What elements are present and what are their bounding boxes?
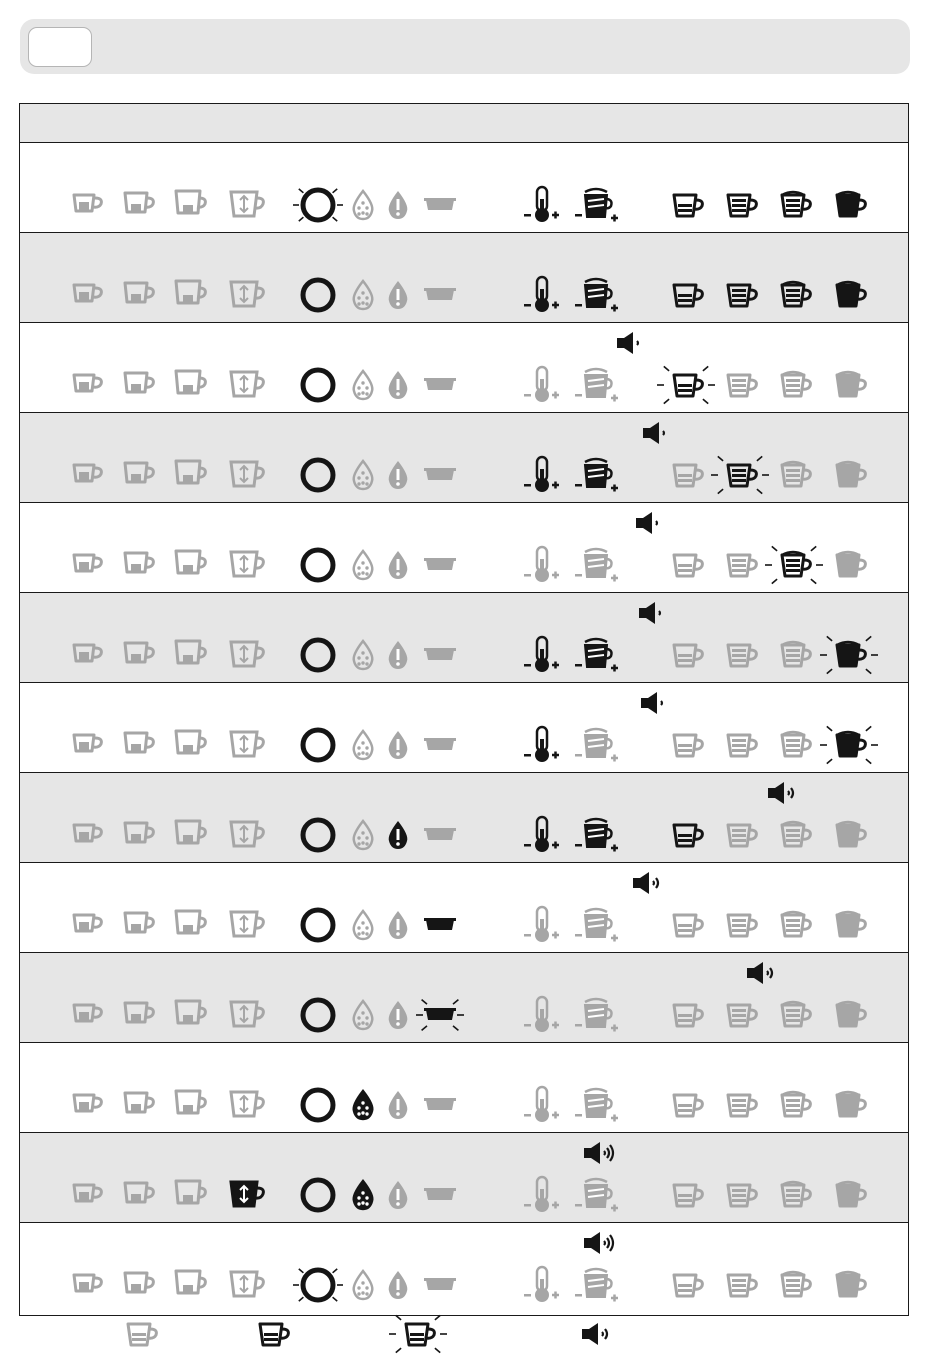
power-ring-icon bbox=[293, 270, 343, 320]
alert-drop-icon bbox=[385, 909, 411, 941]
cup-level-1-icon bbox=[656, 1085, 716, 1125]
large-cup-icon bbox=[172, 368, 212, 402]
drip-tray-icon bbox=[412, 998, 468, 1032]
cup-level-1-icon bbox=[656, 545, 716, 585]
cup-level-1-icon bbox=[656, 905, 716, 945]
descale-drop-icon bbox=[350, 909, 376, 941]
small-cup-icon bbox=[68, 458, 108, 492]
power-ring-icon bbox=[293, 810, 343, 860]
medium-cup-icon bbox=[120, 188, 160, 222]
descale-drop-icon bbox=[350, 1269, 376, 1301]
state-row bbox=[20, 1223, 908, 1313]
temperature-icon bbox=[520, 365, 564, 405]
cup-level-1-icon bbox=[656, 1175, 716, 1215]
alert-drop-icon bbox=[385, 819, 411, 851]
power-ring-icon bbox=[293, 720, 343, 770]
cup-level-2-icon bbox=[710, 545, 770, 585]
cup-level-4-icon bbox=[819, 545, 879, 585]
cup-level-1-icon bbox=[656, 725, 716, 765]
cup-level-4-icon bbox=[819, 1175, 879, 1215]
cup-level-2-icon bbox=[710, 995, 770, 1035]
cup-level-4-icon bbox=[819, 1085, 879, 1125]
medium-cup-icon bbox=[120, 638, 160, 672]
power-ring-icon bbox=[293, 900, 343, 950]
medium-cup-icon bbox=[120, 1088, 160, 1122]
large-cup-icon bbox=[172, 1178, 212, 1212]
mug-size-icon bbox=[227, 188, 267, 222]
indicator-table bbox=[19, 103, 909, 1316]
table-title-row bbox=[20, 104, 908, 143]
strength-icon bbox=[573, 1265, 621, 1305]
small-cup-icon bbox=[68, 1178, 108, 1212]
small-cup-icon bbox=[68, 1268, 108, 1302]
cup-level-3-icon bbox=[764, 1085, 824, 1125]
drip-tray-icon bbox=[412, 818, 468, 852]
temperature-icon bbox=[520, 455, 564, 495]
cup-level-2-icon bbox=[710, 905, 770, 945]
alert-drop-icon bbox=[385, 189, 411, 221]
cup-level-3-icon bbox=[764, 905, 824, 945]
cup-level-3-icon bbox=[764, 455, 824, 495]
cup-level-4-icon bbox=[819, 635, 879, 675]
temperature-icon bbox=[520, 1085, 564, 1125]
strength-icon bbox=[573, 275, 621, 315]
medium-cup-icon bbox=[120, 548, 160, 582]
small-cup-icon bbox=[68, 278, 108, 312]
large-cup-icon bbox=[172, 728, 212, 762]
large-cup-icon bbox=[172, 1268, 212, 1302]
alert-drop-icon bbox=[385, 1269, 411, 1301]
drip-tray-icon bbox=[412, 368, 468, 402]
state-row bbox=[20, 863, 908, 953]
temperature-icon bbox=[520, 995, 564, 1035]
cup-level-4-icon bbox=[819, 1265, 879, 1305]
drip-tray-icon bbox=[412, 188, 468, 222]
state-row bbox=[20, 233, 908, 323]
cup-on-icon bbox=[242, 1314, 302, 1354]
mug-size-icon bbox=[227, 458, 267, 492]
cup-level-2-icon bbox=[710, 185, 770, 225]
cup-level-1-icon bbox=[656, 995, 716, 1035]
mug-size-icon bbox=[227, 728, 267, 762]
cup-level-4-icon bbox=[819, 905, 879, 945]
descale-drop-icon bbox=[350, 279, 376, 311]
mug-size-icon bbox=[227, 638, 267, 672]
medium-cup-icon bbox=[120, 818, 160, 852]
alert-drop-icon bbox=[385, 1179, 411, 1211]
power-ring-icon bbox=[293, 450, 343, 500]
speaker-icon bbox=[581, 1230, 617, 1256]
cup-level-2-icon bbox=[710, 815, 770, 855]
mug-size-icon bbox=[227, 908, 267, 942]
medium-cup-icon bbox=[120, 458, 160, 492]
cup-level-3-icon bbox=[764, 815, 824, 855]
drip-tray-icon bbox=[412, 638, 468, 672]
cup-level-1-icon bbox=[656, 635, 716, 675]
cup-level-1-icon bbox=[656, 185, 716, 225]
temperature-icon bbox=[520, 815, 564, 855]
medium-cup-icon bbox=[120, 368, 160, 402]
small-cup-icon bbox=[68, 998, 108, 1032]
cup-level-4-icon bbox=[819, 995, 879, 1035]
speaker-icon bbox=[744, 960, 780, 986]
page-number-tab bbox=[28, 27, 92, 67]
strength-icon bbox=[573, 545, 621, 585]
speaker-icon bbox=[633, 510, 669, 536]
descale-drop-icon bbox=[350, 459, 376, 491]
state-row bbox=[20, 1133, 908, 1223]
descale-drop-icon bbox=[350, 639, 376, 671]
drip-tray-icon bbox=[412, 1268, 468, 1302]
strength-icon bbox=[573, 1085, 621, 1125]
temperature-icon bbox=[520, 905, 564, 945]
cup-level-1-icon bbox=[656, 365, 716, 405]
large-cup-icon bbox=[172, 818, 212, 852]
cup-level-4-icon bbox=[819, 455, 879, 495]
descale-drop-icon bbox=[350, 549, 376, 581]
small-cup-icon bbox=[68, 818, 108, 852]
speaker-icon bbox=[638, 690, 674, 716]
mug-size-icon bbox=[227, 1178, 267, 1212]
small-cup-icon bbox=[68, 368, 108, 402]
cup-level-2-icon bbox=[710, 1265, 770, 1305]
power-ring-icon bbox=[293, 360, 343, 410]
state-row bbox=[20, 773, 908, 863]
speaker-icon bbox=[640, 420, 676, 446]
mug-size-icon bbox=[227, 278, 267, 312]
strength-icon bbox=[573, 725, 621, 765]
temperature-icon bbox=[520, 1175, 564, 1215]
cup-level-2-icon bbox=[710, 1085, 770, 1125]
drip-tray-icon bbox=[412, 458, 468, 492]
descale-drop-icon bbox=[350, 999, 376, 1031]
speaker-icon bbox=[581, 1140, 617, 1166]
legend-row bbox=[0, 1316, 950, 1364]
speaker-icon bbox=[630, 870, 666, 896]
cup-level-1-icon bbox=[656, 455, 716, 495]
power-ring-icon bbox=[293, 630, 343, 680]
state-row bbox=[20, 323, 908, 413]
strength-icon bbox=[573, 365, 621, 405]
strength-icon bbox=[573, 815, 621, 855]
large-cup-icon bbox=[172, 1088, 212, 1122]
power-ring-icon bbox=[293, 1080, 343, 1130]
temperature-icon bbox=[520, 725, 564, 765]
large-cup-icon bbox=[172, 638, 212, 672]
state-row bbox=[20, 413, 908, 503]
mug-size-icon bbox=[227, 548, 267, 582]
power-ring-icon bbox=[293, 540, 343, 590]
cup-level-2-icon bbox=[710, 635, 770, 675]
small-cup-icon bbox=[68, 638, 108, 672]
cup-level-2-icon bbox=[710, 455, 770, 495]
drip-tray-icon bbox=[412, 728, 468, 762]
cup-level-4-icon bbox=[819, 815, 879, 855]
cup-level-3-icon bbox=[764, 725, 824, 765]
power-ring-icon bbox=[293, 1170, 343, 1220]
temperature-icon bbox=[520, 1265, 564, 1305]
strength-icon bbox=[573, 1175, 621, 1215]
cup-level-4-icon bbox=[819, 365, 879, 405]
state-row bbox=[20, 953, 908, 1043]
cup-level-3-icon bbox=[764, 185, 824, 225]
cup-level-1-icon bbox=[656, 815, 716, 855]
cup-level-2-icon bbox=[710, 725, 770, 765]
speaker-icon bbox=[614, 330, 650, 356]
cup-level-3-icon bbox=[764, 275, 824, 315]
cup-level-3-icon bbox=[764, 1265, 824, 1305]
speaker-icon bbox=[579, 1321, 615, 1347]
cup-level-3-icon bbox=[764, 1175, 824, 1215]
mug-size-icon bbox=[227, 1268, 267, 1302]
cup-level-2-icon bbox=[710, 275, 770, 315]
state-row bbox=[20, 593, 908, 683]
small-cup-icon bbox=[68, 1088, 108, 1122]
power-ring-icon bbox=[293, 1260, 343, 1310]
cup-level-2-icon bbox=[710, 365, 770, 405]
alert-drop-icon bbox=[385, 369, 411, 401]
mug-size-icon bbox=[227, 368, 267, 402]
cup-level-4-icon bbox=[819, 185, 879, 225]
mug-size-icon bbox=[227, 818, 267, 852]
strength-icon bbox=[573, 995, 621, 1035]
alert-drop-icon bbox=[385, 999, 411, 1031]
cup-level-1-icon bbox=[656, 1265, 716, 1305]
state-row bbox=[20, 143, 908, 233]
state-row bbox=[20, 683, 908, 773]
medium-cup-icon bbox=[120, 1268, 160, 1302]
medium-cup-icon bbox=[120, 728, 160, 762]
alert-drop-icon bbox=[385, 279, 411, 311]
large-cup-icon bbox=[172, 278, 212, 312]
cup-level-3-icon bbox=[764, 635, 824, 675]
descale-drop-icon bbox=[350, 1179, 376, 1211]
temperature-icon bbox=[520, 635, 564, 675]
alert-drop-icon bbox=[385, 639, 411, 671]
drip-tray-icon bbox=[412, 278, 468, 312]
medium-cup-icon bbox=[120, 1178, 160, 1212]
strength-icon bbox=[573, 905, 621, 945]
cup-level-3-icon bbox=[764, 995, 824, 1035]
descale-drop-icon bbox=[350, 729, 376, 761]
large-cup-icon bbox=[172, 188, 212, 222]
medium-cup-icon bbox=[120, 278, 160, 312]
cup-level-3-icon bbox=[764, 545, 824, 585]
small-cup-icon bbox=[68, 908, 108, 942]
mug-size-icon bbox=[227, 1088, 267, 1122]
state-row bbox=[20, 503, 908, 593]
mug-size-icon bbox=[227, 998, 267, 1032]
state-row bbox=[20, 1043, 908, 1133]
small-cup-icon bbox=[68, 188, 108, 222]
medium-cup-icon bbox=[120, 998, 160, 1032]
drip-tray-icon bbox=[412, 1178, 468, 1212]
alert-drop-icon bbox=[385, 549, 411, 581]
cup-level-2-icon bbox=[710, 1175, 770, 1215]
descale-drop-icon bbox=[350, 819, 376, 851]
strength-icon bbox=[573, 185, 621, 225]
speaker-icon bbox=[636, 600, 672, 626]
drip-tray-icon bbox=[412, 1088, 468, 1122]
descale-drop-icon bbox=[350, 1089, 376, 1121]
cup-level-1-icon bbox=[656, 275, 716, 315]
cup-blinking-icon bbox=[388, 1314, 448, 1354]
alert-drop-icon bbox=[385, 729, 411, 761]
medium-cup-icon bbox=[120, 908, 160, 942]
cup-level-4-icon bbox=[819, 275, 879, 315]
alert-drop-icon bbox=[385, 1089, 411, 1121]
small-cup-icon bbox=[68, 548, 108, 582]
strength-icon bbox=[573, 455, 621, 495]
page-header-bar bbox=[20, 19, 910, 74]
cup-off-icon bbox=[110, 1314, 170, 1354]
temperature-icon bbox=[520, 185, 564, 225]
drip-tray-icon bbox=[412, 548, 468, 582]
large-cup-icon bbox=[172, 908, 212, 942]
large-cup-icon bbox=[172, 998, 212, 1032]
speaker-icon bbox=[765, 780, 801, 806]
power-ring-icon bbox=[293, 180, 343, 230]
large-cup-icon bbox=[172, 548, 212, 582]
descale-drop-icon bbox=[350, 369, 376, 401]
descale-drop-icon bbox=[350, 189, 376, 221]
drip-tray-icon bbox=[412, 908, 468, 942]
power-ring-icon bbox=[293, 990, 343, 1040]
cup-level-3-icon bbox=[764, 365, 824, 405]
strength-icon bbox=[573, 635, 621, 675]
small-cup-icon bbox=[68, 728, 108, 762]
alert-drop-icon bbox=[385, 459, 411, 491]
temperature-icon bbox=[520, 275, 564, 315]
cup-level-4-icon bbox=[819, 725, 879, 765]
temperature-icon bbox=[520, 545, 564, 585]
large-cup-icon bbox=[172, 458, 212, 492]
